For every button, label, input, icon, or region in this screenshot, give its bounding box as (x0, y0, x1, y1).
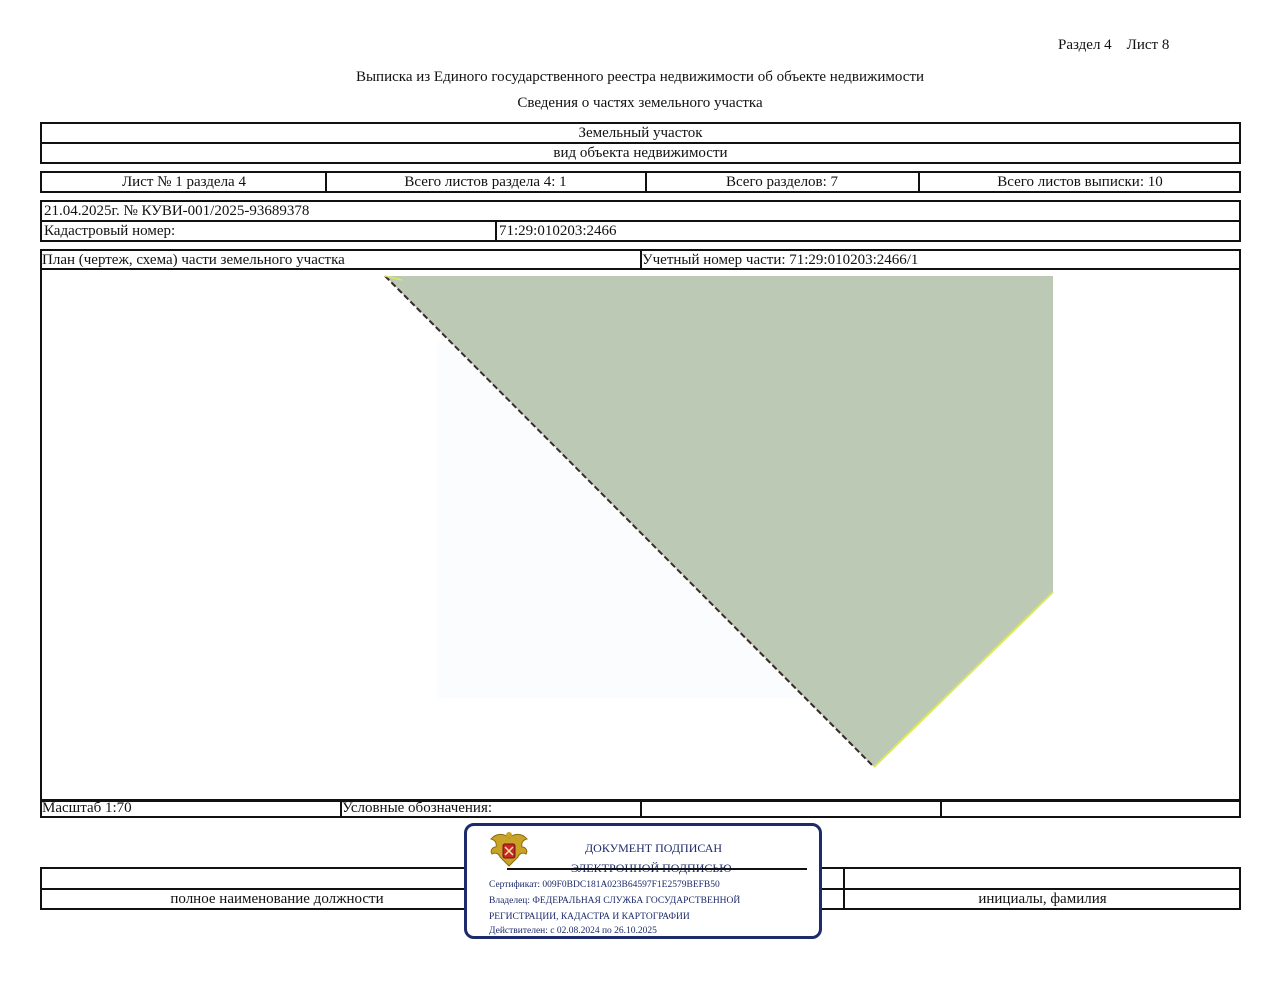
section-sheet-label: Раздел 4 Лист 8 (1058, 37, 1170, 53)
name-caption: инициалы, фамилия (978, 891, 1107, 907)
land-part-shape (42, 270, 1239, 800)
stamp-line-1: ДОКУМЕНТ ПОДПИСАН (585, 841, 723, 855)
date-number: 21.04.2025г. № КУВИ-001/2025-93689378 (44, 202, 310, 219)
stamp-certificate: Сертификат: 009F0BDC181A023B64597F1E2579BEFB50 (489, 880, 720, 890)
scale-label: Масштаб 1:70 (42, 800, 132, 816)
divider (640, 801, 642, 816)
electronic-signature-stamp (464, 823, 822, 939)
stamp-owner-line-1: Владелец: ФЕДЕРАЛЬНАЯ СЛУЖБА ГОСУДАРСТВЕННОЙ (489, 896, 741, 906)
document-subtitle: Сведения о частях земельного участка (517, 95, 763, 111)
total-extract-sheets: Всего листов выписки: 10 (997, 173, 1163, 190)
cadastral-row (40, 220, 1241, 242)
object-type-caption-row (40, 142, 1241, 164)
divider (940, 801, 942, 816)
object-type-value: Земельный участок (578, 124, 703, 141)
stamp-divider (507, 868, 807, 870)
stamp-validity: Действителен: с 02.08.2024 по 26.10.2025 (489, 926, 657, 936)
position-caption: полное наименование должности (170, 891, 384, 907)
document-title: Выписка из Единого государственного реестра недвижимости об объекте недвижимости (355, 69, 925, 85)
cadastral-label: Кадастровый номер: (44, 222, 176, 239)
part-number: Учетный номер части: 71:29:010203:2466/1 (642, 252, 919, 268)
sheet-number: Лист № 1 раздела 4 (122, 173, 246, 190)
legend-label: Условные обозначения: (342, 800, 493, 816)
legend-row (40, 799, 1241, 818)
plan-drawing-area (40, 268, 1241, 802)
cadastral-value: 71:29:010203:2466 (499, 222, 617, 239)
plan-header-row (40, 249, 1241, 270)
stamp-line-2: ЭЛЕКТРОННОЙ ПОДПИСЬЮ (571, 861, 732, 875)
object-type-caption: вид объекта недвижимости (553, 144, 728, 161)
sheets-row (40, 171, 1241, 193)
total-section-sheets: Всего листов раздела 4: 1 (404, 173, 567, 190)
plan-title: План (чертеж, схема) части земельного участка (42, 252, 345, 268)
stamp-owner-line-2: РЕГИСТРАЦИИ, КАДАСТРА И КАРТОГРАФИИ (489, 912, 690, 922)
total-sections: Всего разделов: 7 (725, 173, 839, 190)
date-number-row (40, 200, 1241, 222)
object-type-row (40, 122, 1241, 144)
